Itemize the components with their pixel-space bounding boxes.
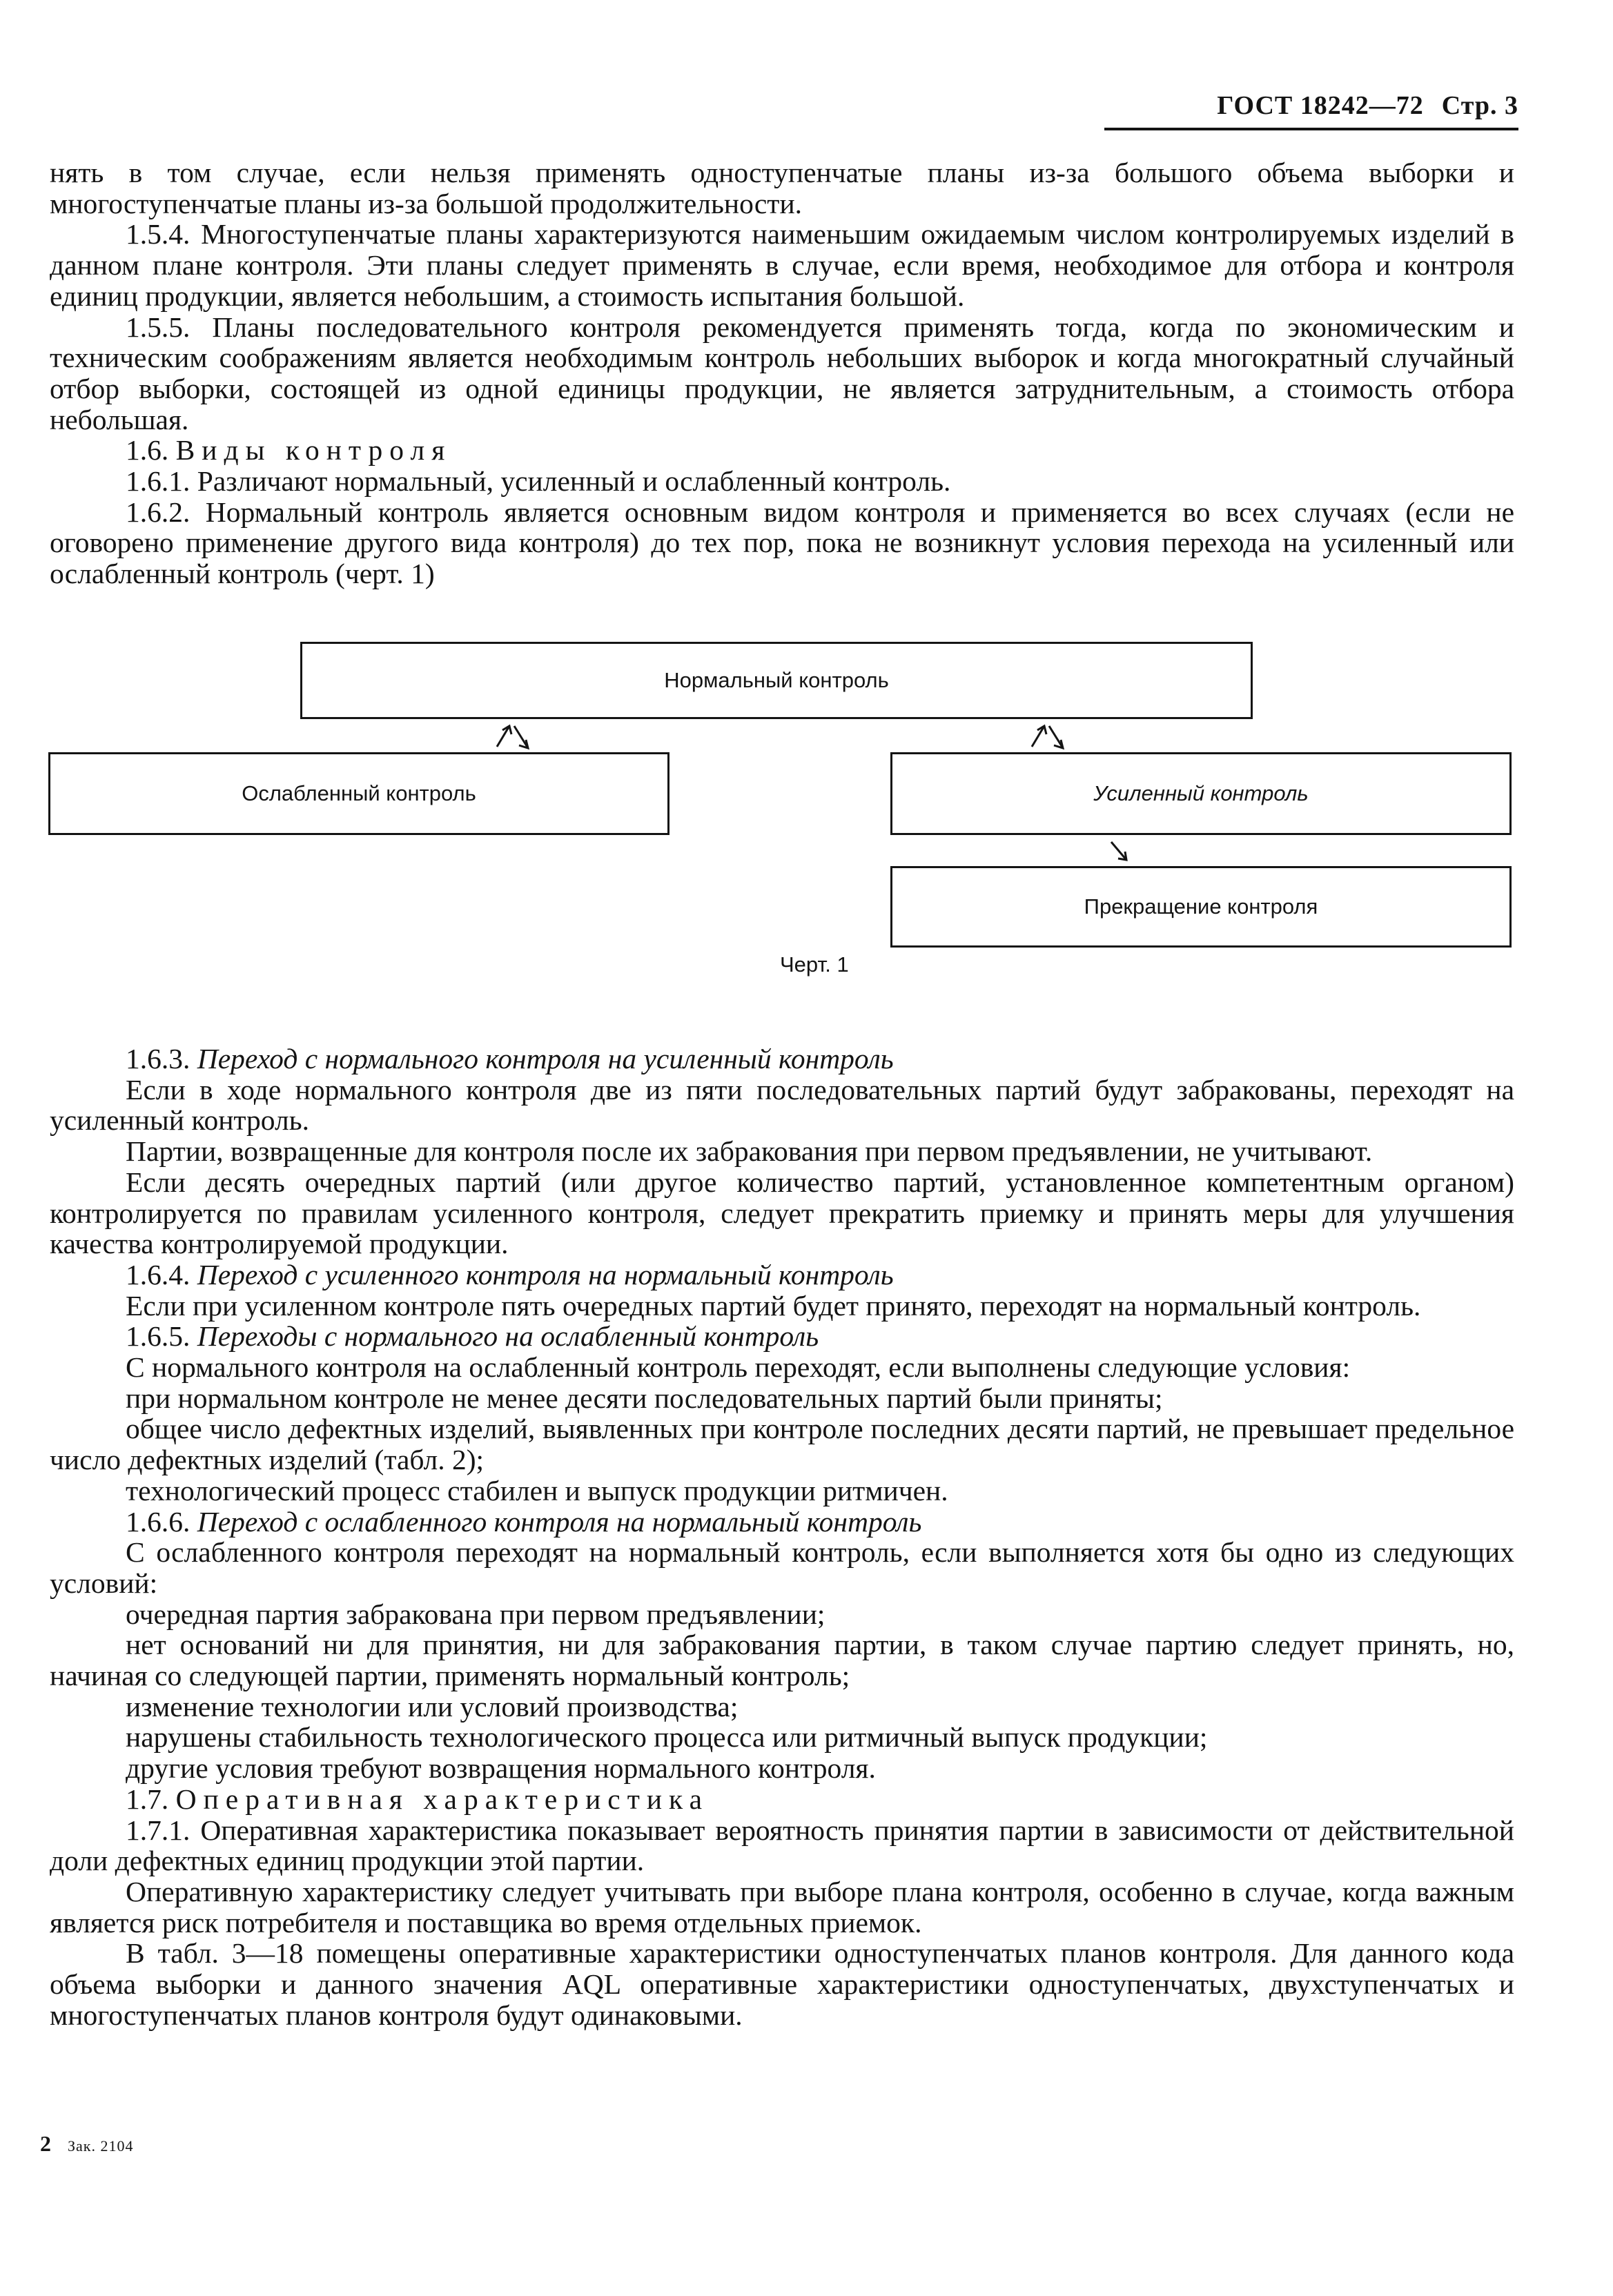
paragraph: технологический процесс стабилен и выпуск продукции ритмичен. (126, 1474, 948, 1507)
diagram-arrows (0, 0, 1613, 966)
box-stop-control: Прекращение контроля (890, 866, 1512, 948)
box-reduced-control: Ослабленный контроль (48, 752, 669, 835)
paragraph-1-6-2: 1.6.2. Нормальный контроль является основным видом контроля и применяется во всех случаях (если не оговорено применение другого вида контроля) до тех пор, пока не возникнут условия перехода на усиленный или ослабленный контроль (черт. 1) (50, 495, 1514, 590)
page-footer (40, 2131, 133, 2157)
paragraph-1-7-1: 1.7.1. Оперативная характеристика показывает вероятность принятия партии в зависимости от действительной доли дефектных единиц продукции этой партии. (50, 1814, 1514, 1877)
section-heading-1-7: 1.7. Оперативная характеристика (126, 1783, 709, 1815)
paragraph-1-5-5: 1.5.5. Планы последовательного контроля рекомендуется применять тогда, когда по экономическим и техническим соображениям является необходимым контроль небольших выборок и когда многократный случайный отбор выборки, состоящей из одной единицы продукции, не является затруднительным, а стоимость отбора небольшая. (50, 311, 1514, 435)
heading-1-6-5: 1.6.5. Переходы с нормального на ослабленный контроль (126, 1320, 819, 1353)
heading-1-6-6: 1.6.6. Переход с ослабленного контроля на нормальный контроль (126, 1505, 922, 1538)
paragraph: С ослабленного контроля переходят на нормальный контроль, если выполняется хотя бы одно из следующих условий: (50, 1536, 1514, 1599)
paragraph: С нормального контроля на ослабленный контроль переходят, если выполнены следующие условия: (126, 1351, 1351, 1384)
box-tightened-control: Усиленный контроль (890, 752, 1512, 835)
page-number: Стр. 3 (1441, 91, 1518, 120)
paragraph: очередная партия забракована при первом предъявлении; (126, 1598, 825, 1630)
section-heading-1-6: 1.6. Виды контроля (126, 434, 452, 467)
paragraph: нарушены стабильность технологического процесса или ритмичный выпуск продукции; (126, 1721, 1208, 1754)
text-lower (50, 1043, 1514, 2031)
paragraph: общее число дефектных изделий, выявленных при контроле последних десяти партий, не превышает предельное число дефектных изделий (табл. 2); (50, 1413, 1514, 1476)
paragraph: другие условия требуют возвращения нормального контроля. (126, 1752, 876, 1785)
paragraph: В табл. 3—18 помещены оперативные характеристики одноступенчатых планов контроля. Для данного кода объема выборки и данного значения AQL оперативные характеристики одноступенчатых, двухступенчатых и многоступенчатых планов контроля будут одинаковыми. (50, 1937, 1514, 2031)
paragraph-1-6-1: 1.6.1. Различают нормальный, усиленный и ослабленный контроль. (126, 465, 951, 498)
paragraph: Партии, возвращенные для контроля после их забракования при первом предъявлении, не учитывают. (126, 1135, 1373, 1168)
section-title: Оперативная характеристика (175, 1783, 709, 1815)
figure-caption: Черт. 1 (780, 952, 849, 977)
paragraph: Если в ходе нормального контроля две из пяти последовательных партий будут забракованы, переходят на усиленный контроль. (50, 1073, 1514, 1137)
standard-number: ГОСТ 18242—72 (1217, 91, 1424, 120)
heading-1-6-4: 1.6.4. Переход с усиленного контроля на нормальный контроль (126, 1258, 894, 1291)
arrow-tightened-to-stop (1111, 842, 1126, 860)
paragraph: Если при усиленном контроле пять очередных партий будет принято, переходят на нормальный контроль. (126, 1289, 1421, 1322)
paragraph: Если десять очередных партий (или другое количество партий, установленное компетентным органом) контролируется по правилам усиленного контроля, следует прекратить приемку и принять меры для улучшения качества контролируемой продукции. (50, 1166, 1514, 1260)
paragraph: при нормальном контроле не менее десяти последовательных партий были приняты; (126, 1382, 1163, 1414)
order-number: Зак. 2104 (68, 2137, 134, 2155)
arrow-normal-to-tightened (1049, 726, 1063, 748)
arrow-normal-to-reduced (514, 726, 528, 748)
section-title: Виды контроля (175, 434, 452, 467)
heading-1-6-3: 1.6.3. Переход с нормального контроля на усиленный контроль (126, 1043, 894, 1075)
sheet-number: 2 (40, 2131, 51, 2156)
box-normal-control: Нормальный контроль (300, 642, 1253, 719)
paragraph-1-5-4: 1.5.4. Многоступенчатые планы характеризуются наименьшим ожидаемым числом контролируемых изделий в данном плане контроля. Эти планы следует применять в случае, если время, необходимое для отбора и контроля единиц продукции, является небольшим, а стоимость испытания большой. (50, 218, 1514, 312)
paragraph: Оперативную характеристику следует учитывать при выборе плана контроля, особенно в случае, когда важным является риск потребителя и поставщика во время отдельных приемок. (50, 1875, 1514, 1939)
paragraph: изменение технологии или условий производства; (126, 1690, 739, 1723)
paragraph: нет оснований ни для принятия, ни для забракования партии, в таком случае партию следует принять, но, начиная со следующей партии, применять нормальный контроль; (50, 1629, 1514, 1692)
paragraph: нять в том случае, если нельзя применять одноступенчатые планы из-за большого объема выборки и многоступенчатые планы из-за большой продолжительности. (50, 157, 1514, 219)
